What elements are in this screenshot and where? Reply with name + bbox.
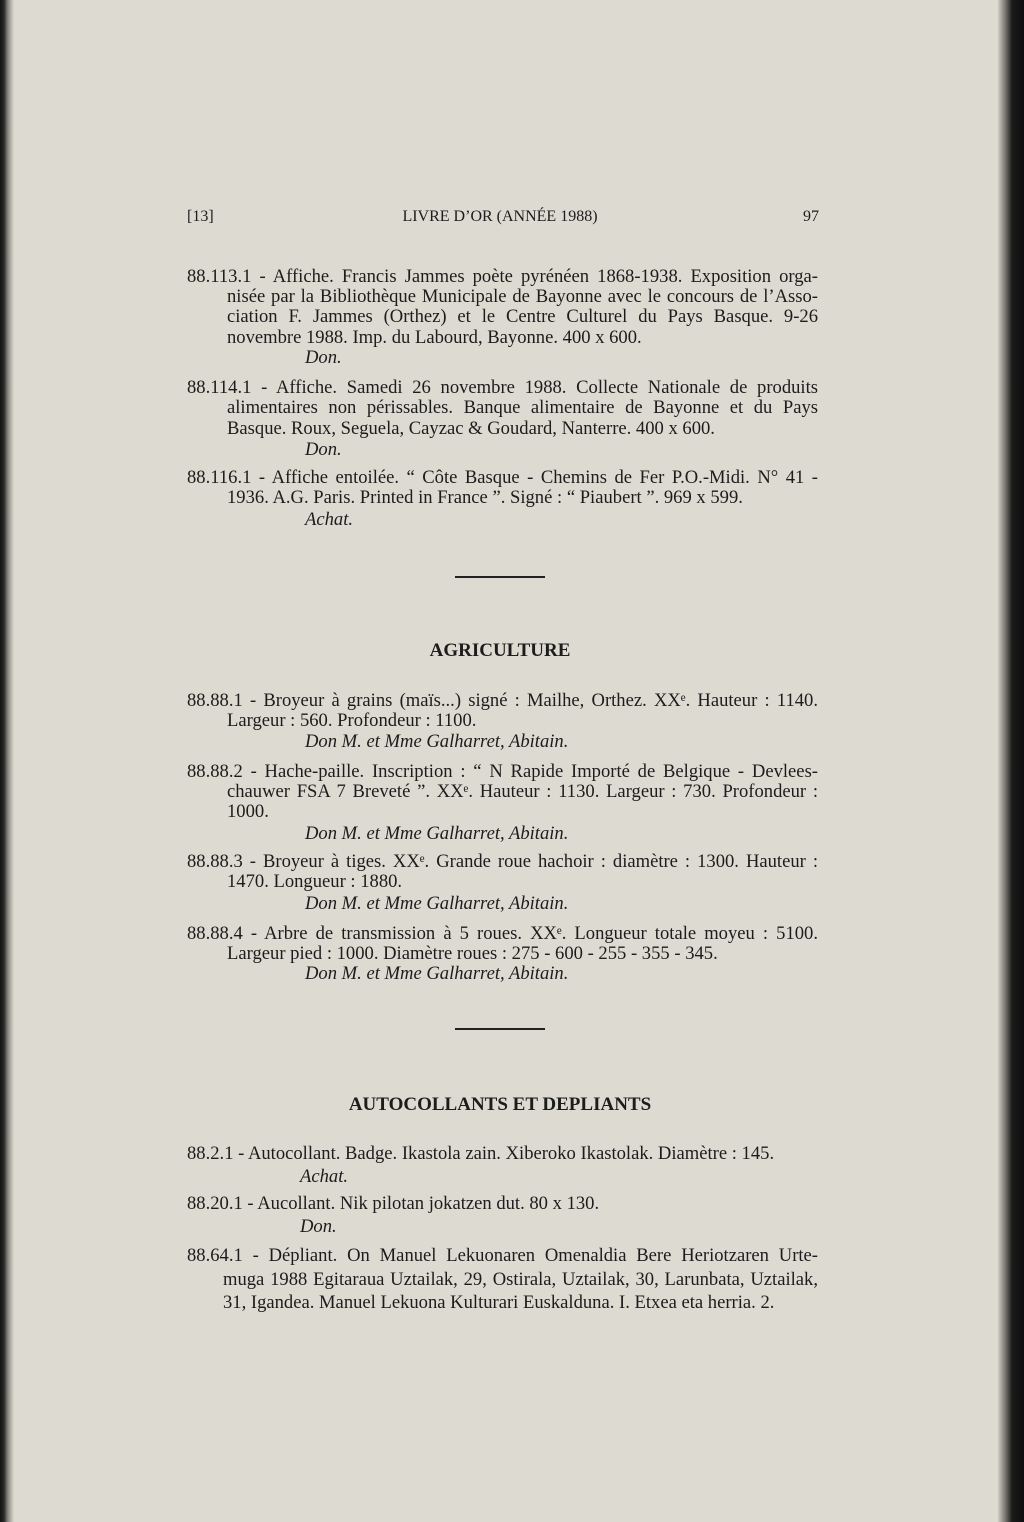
catalog-entry-continuation: ciation F. Jammes (Orthez) et le Centre Culturel du Pays Basque. 9-26 xyxy=(227,307,818,327)
provenance-note: Don M. et Mme Galharret, Abitain. xyxy=(305,893,569,914)
catalog-entry-text: 88.114.1 - Affiche. Samedi 26 novembre 1988. Collecte Nationale de produits xyxy=(187,378,818,398)
section-heading: AGRICULTURE xyxy=(429,640,571,661)
catalog-entry-text: 88.116.1 - Affiche entoilée. “ Côte Basque - Chemins de Fer P.O.-Midi. N° 41 - xyxy=(187,468,818,488)
provenance-note: Don M. et Mme Galharret, Abitain. xyxy=(305,823,569,844)
page-edge xyxy=(998,0,1024,1522)
page-number: 97 xyxy=(803,208,819,225)
catalog-entry-text: 88.88.2 - Hache-paille. Inscription : “ N Rapide Importé de Belgique - Devlees- xyxy=(187,762,818,782)
provenance-note: Don M. et Mme Galharret, Abitain. xyxy=(305,963,569,984)
catalog-entry-text: 88.113.1 - Affiche. Francis Jammes poète pyrénéen 1868-1938. Exposition orga- xyxy=(187,267,818,287)
catalog-entry-text: 88.88.4 - Arbre de transmission à 5 roues. XXᵉ. Longueur totale moyeu : 5100. xyxy=(187,924,818,944)
catalog-entry-continuation: Basque. Roux, Seguela, Cayzac & Goudard, Nanterre. 400 x 600. xyxy=(227,418,715,439)
section-divider xyxy=(455,576,545,578)
catalog-entry-continuation: 1470. Longueur : 1880. xyxy=(227,871,403,892)
book-spine-shadow xyxy=(0,0,14,1522)
catalog-entry-continuation: 31, Igandea. Manuel Lekuona Kulturari Euskalduna. I. Etxea eta herria. 2. xyxy=(223,1292,775,1313)
catalog-entry-continuation: 1000. xyxy=(227,801,269,822)
provenance-note: Achat. xyxy=(305,509,354,530)
catalog-entry-continuation: 1936. A.G. Paris. Printed in France ”. Signé : “ Piaubert ”. 969 x 599. xyxy=(227,487,743,508)
catalog-entry-text: 88.20.1 - Aucollant. Nik pilotan jokatzen dut. 80 x 130. xyxy=(187,1193,600,1214)
catalog-entry-text: 88.88.3 - Broyeur à tiges. XXᵉ. Grande roue hachoir : diamètre : 1300. Hauteur : xyxy=(187,852,818,872)
catalog-entry-continuation: novembre 1988. Imp. du Labourd, Bayonne. 400 x 600. xyxy=(227,327,642,348)
catalog-entry-continuation: muga 1988 Egitaraua Uztailak, 29, Ostirala, Uztailak, 30, Larunbata, Uztailak, xyxy=(223,1270,818,1290)
provenance-note: Don. xyxy=(305,439,342,460)
catalog-entry-continuation: alimentaires non périssables. Banque alimentaire de Bayonne et du Pays xyxy=(227,398,818,418)
catalog-entry-text: 88.64.1 - Dépliant. On Manuel Lekuonaren Omenaldia Bere Heriotzaren Urte- xyxy=(187,1246,818,1266)
provenance-note: Don M. et Mme Galharret, Abitain. xyxy=(305,731,569,752)
provenance-note: Don. xyxy=(300,1216,337,1237)
catalog-entry-continuation: nisée par la Bibliothèque Municipale de Bayonne avec le concours de l’Asso- xyxy=(227,287,818,307)
section-divider xyxy=(455,1028,545,1030)
section-heading: AUTOCOLLANTS ET DEPLIANTS xyxy=(348,1094,652,1115)
provenance-note: Achat. xyxy=(300,1166,349,1187)
catalog-entry-continuation: Largeur pied : 1000. Diamètre roues : 275 - 600 - 255 - 355 - 345. xyxy=(227,943,718,964)
catalog-entry-text: 88.88.1 - Broyeur à grains (maïs...) signé : Mailhe, Orthez. XXᵉ. Hauteur : 1140. xyxy=(187,691,818,711)
running-title: LIVRE D’OR (ANNÉE 1988) xyxy=(402,208,598,225)
catalog-entry-continuation: Largeur : 560. Profondeur : 1100. xyxy=(227,710,477,731)
provenance-note: Don. xyxy=(305,347,342,368)
catalog-entry-text: 88.2.1 - Autocollant. Badge. Ikastola zain. Xiberoko Ikastolak. Diamètre : 145. xyxy=(187,1143,775,1164)
header-section-ref: [13] xyxy=(187,208,214,225)
catalog-entry-continuation: chauwer FSA 7 Breveté ”. XXᵉ. Hauteur : 1130. Largeur : 730. Profondeur : xyxy=(227,782,818,802)
